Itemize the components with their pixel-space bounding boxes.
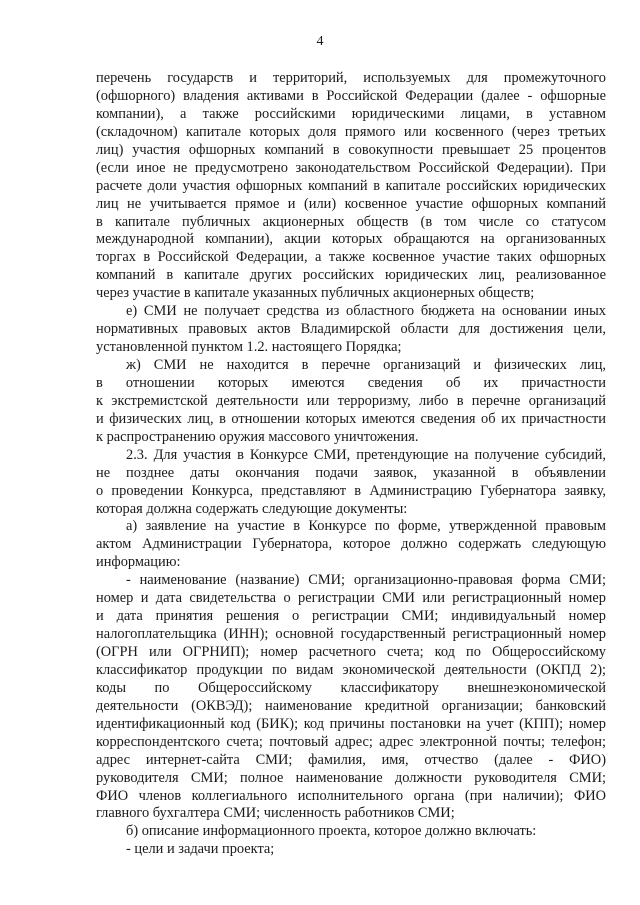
text-line: (складочном) капитале которых доля прямого или косвенного (через третьих bbox=[96, 123, 606, 140]
text-line: в отношении которых имеются сведения об их причастности bbox=[96, 374, 606, 391]
text-line: которая должна содержать следующие документы: bbox=[96, 500, 408, 517]
text-line: и физических лиц, в отношении которых имеются сведения об их причастности bbox=[96, 410, 606, 427]
text-line: номер и дата свидетельства о регистрации СМИ или регистрационный номер bbox=[96, 590, 606, 607]
text-line: актом Администрации Губернатора, которое должно содержать следующую bbox=[96, 536, 606, 553]
text-line: а) заявление на участие в Конкурсе по форме, утвержденной правовым bbox=[126, 518, 606, 535]
text-line: к распространению оружия массового уничтожения. bbox=[96, 428, 419, 445]
text-line: в капитале публичных акционерных обществ (в том числе со статусом bbox=[96, 213, 606, 230]
text-line: (если иное не предусмотрено законодательством Российской Федерации). При bbox=[96, 159, 606, 176]
text-line: компаний в капитале других российских юридических лиц, реализованное bbox=[96, 267, 606, 284]
text-line: через участие в капитале указанных публичных акционерных обществ; bbox=[96, 285, 535, 302]
text-line: корреспондентского счета; почтовый адрес; адрес электронной почты; телефон; bbox=[96, 733, 606, 750]
text-line: нормативных правовых актов Владимирской области для достижения цели, bbox=[96, 321, 606, 338]
text-line: расчете доли участия офшорных компаний в капитале российских юридических bbox=[96, 177, 606, 194]
text-line: классификатор продукции по видам экономической деятельности (ОКПД 2); bbox=[96, 661, 606, 678]
text-line: адрес интернет-сайта СМИ; фамилия, имя, отчество (далее - ФИО) bbox=[96, 751, 606, 768]
text-line: коды по Общероссийскому классификатору внешнеэкономической bbox=[96, 679, 606, 696]
text-line: лиц) участия офшорных компаний в совокупности превышает 25 процентов bbox=[96, 141, 606, 158]
document-body bbox=[96, 70, 606, 859]
text-line: (офшорного) владения активами в Российской Федерации (далее - офшорные bbox=[96, 87, 606, 104]
text-line: руководителя СМИ; полное наименование должности руководителя СМИ; bbox=[96, 769, 606, 786]
text-line: лиц не учитывается прямое и (или) косвенное участие офшорных компаний bbox=[96, 195, 606, 212]
text-line: б) описание информационного проекта, которое должно включать: bbox=[126, 823, 537, 840]
text-line: перечень государств и территорий, используемых для промежуточного bbox=[96, 70, 606, 86]
page-number: 4 bbox=[316, 34, 324, 49]
text-line: - цели и задачи проекта; bbox=[126, 841, 275, 858]
text-line: идентификационный код (БИК); код причины постановки на учет (КПП); номер bbox=[96, 715, 606, 732]
text-line: и дата принятия решения о регистрации СМИ; индивидуальный номер bbox=[96, 608, 606, 625]
text-line: деятельности (ОКВЭД); наименование кредитной организации; банковский bbox=[96, 697, 606, 714]
text-line: е) СМИ не получает средства из областного бюджета на основании иных bbox=[126, 303, 606, 320]
text-line: установленной пунктом 1.2. настоящего Порядка; bbox=[96, 339, 402, 356]
text-line: информацию: bbox=[96, 554, 181, 571]
text-line: налогоплательщика (ИНН); основной государственный регистрационный номер bbox=[96, 626, 606, 643]
text-line: не позднее даты окончания подачи заявок, указанной в объявлении bbox=[96, 464, 606, 481]
text-line: о проведении Конкурса, представляют в Администрацию Губернатора заявку, bbox=[96, 482, 606, 499]
text-line: - наименование (название) СМИ; организационно-правовая форма СМИ; bbox=[126, 572, 606, 589]
text-line: ж) СМИ не находится в перечне организаций и физических лиц, bbox=[126, 357, 606, 373]
text-line: к экстремистской деятельности или терроризму, либо в перечне организаций bbox=[96, 392, 606, 409]
text-line: компании), а также российскими юридическими лицами, в уставном bbox=[96, 105, 606, 122]
text-line: главного бухгалтера СМИ; численность работников СМИ; bbox=[96, 805, 455, 822]
text-line: 2.3. Для участия в Конкурсе СМИ, претендующие на получение субсидий, bbox=[126, 446, 606, 463]
text-line: ФИО членов коллегиального исполнительного органа (при наличии); ФИО bbox=[96, 787, 606, 804]
text-line: (ОГРН или ОГРНИП); номер расчетного счета; код по Общероссийскому bbox=[96, 644, 606, 660]
text-line: торгах в Российской Федерации, а также косвенное участие таких офшорных bbox=[96, 249, 606, 266]
text-line: международной компании), акции которых обращаются на организованных bbox=[96, 231, 606, 248]
